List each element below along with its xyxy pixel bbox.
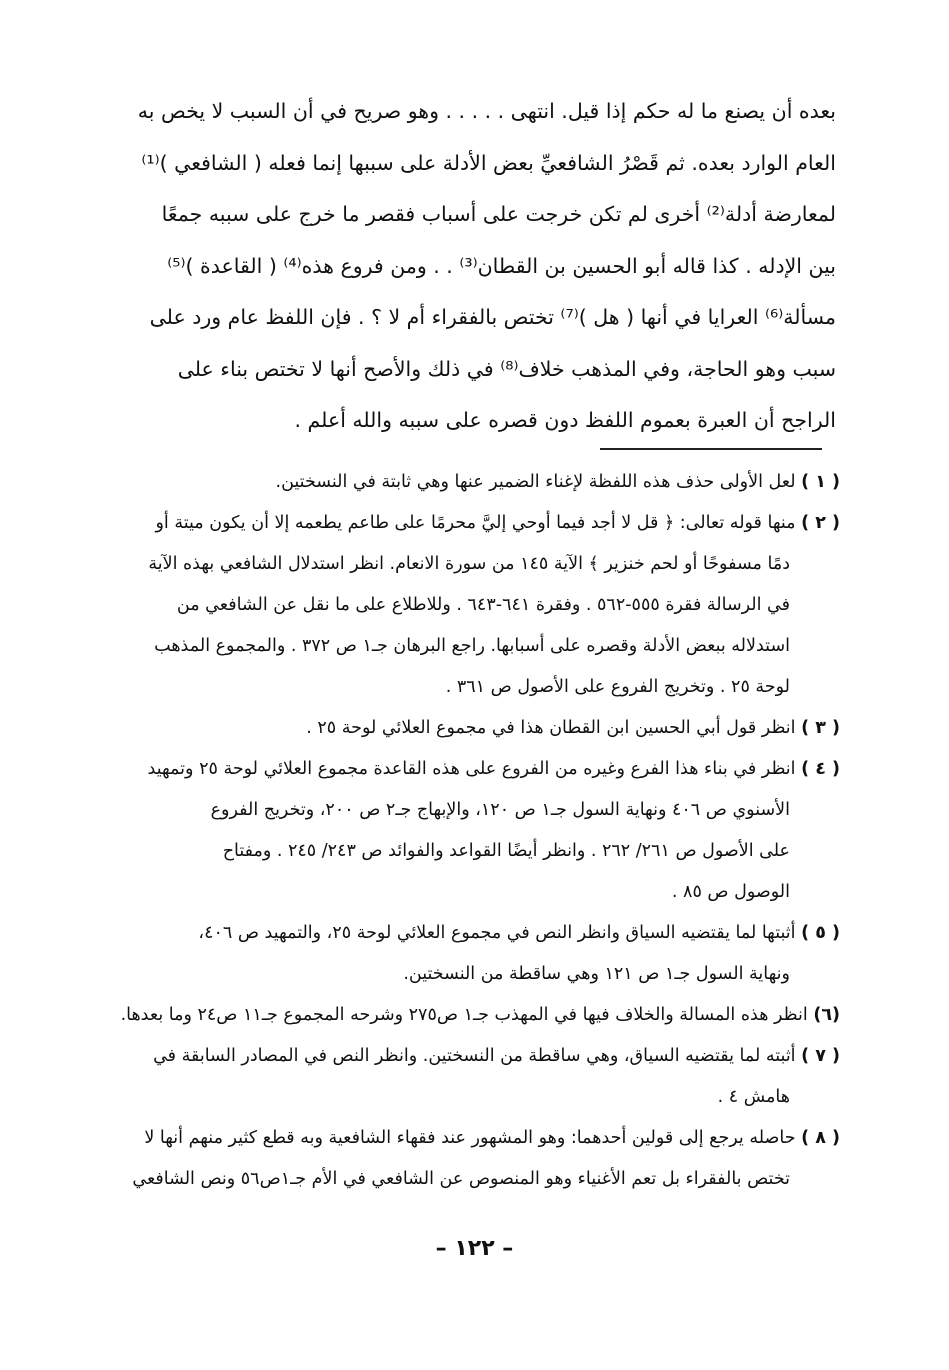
footnote-line [80,913,840,954]
footnote-line [80,708,840,749]
footnote-number: ( ١ ) [801,472,840,492]
footnote-text: أثبته لما يقتضيه السياق، وهي ساقطة من النسختين. وانظر النص في المصادر السابقة في [153,1046,796,1066]
footnote-2 [80,503,840,708]
main-text-body [88,86,836,447]
footnote-5 [80,913,840,995]
page-number: – ١٢٢ – [435,1236,514,1261]
footnote-8 [80,1118,840,1200]
footnote-1 [80,462,840,503]
footnote-text: انظر قول أبي الحسين ابن القطان هذا في مجموع العلائي لوحة ٢٥ . [306,718,796,738]
footnote-number: ( ٥ ) [801,923,840,943]
footnote-line: دمًا مسفوحًا أو لحم خنزير ﴾ الآية ١٤٥ من سورة الانعام. انظر استدلال الشافعي بهذه الآية [148,554,790,574]
footnote-line [80,503,840,544]
footnote-line: الأسنوي ص ٤٠٦ ونهاية السول جـ١ ص ١٢٠، والإبهاج جـ٢ ص ٢٠٠، وتخريج الفروع [210,800,790,820]
footnote-text: حاصله يرجع إلى قولين أحدهما: وهو المشهور عند فقهاء الشافعية وبه قطع كثير منهم أنها لا [144,1128,796,1148]
footnote-text: لعل الأولى حذف هذه اللفظة لإغناء الضمير عنها وهي ثابتة في النسختين. [275,472,796,492]
footnote-text: انظر هذه المسالة والخلاف فيها في المهذب جـ١ ص٢٧٥ وشرحه المجموع جـ١١ ص٢٤ وما بعدها. [120,1005,808,1025]
main-text-line: العام الوارد بعده. ثم قَصْرُ الشافعيِّ بعض الأدلة على سببها إنما فعله ( الشافعي )⁽¹⁾ [141,150,836,175]
footnote-line: الوصول ص ٨٥ . [671,882,790,902]
footnote-line: في الرسالة فقرة ٥٥٥-٥٦٢ . وفقرة ٦٤١-٦٤٣ . وللاطلاع على ما نقل عن الشافعي من [176,595,790,615]
footnote-divider [600,448,822,450]
main-text-line: بين الإدله . كذا قاله أبو الحسين بن القطان⁽³⁾ . . ومن فروع هذه⁽⁴⁾ ( القاعدة )⁽⁵⁾ [167,253,836,278]
footnote-number: ( ٨ ) [801,1128,840,1148]
footnote-6 [80,995,840,1036]
footnote-line [80,1118,840,1159]
footnote-number: ( ٤ ) [801,759,840,779]
footnote-number: (٦) [813,1005,840,1025]
footnote-line: استدلاله ببعض الأدلة وقصره على أسبابها. راجع البرهان جـ١ ص ٣٧٢ . والمجموع المذهب [154,636,790,656]
footnote-line [80,462,840,503]
footnote-line: على الأصول ص ٢٦١/ ٢٦٢ . وانظر أيضًا القواعد والفوائد ص ٢٤٣/ ٢٤٥ . ومفتاح [222,841,790,861]
footnote-number: ( ٢ ) [801,513,840,533]
footnote-line: هامش ٤ . [717,1087,790,1107]
main-text-line: مسألة⁽⁶⁾ العرايا في أنها ( هل )⁽⁷⁾ تختص بالفقراء أم لا ؟ . فإن اللفظ عام ورد على [149,305,836,329]
main-text-line: لمعارضة أدلة⁽²⁾ أخرى لم تكن خرجت على أسباب فقصر ما خرج على سببه جمعًا [161,202,836,226]
footnote-text: انظر في بناء هذا الفرع وغيره من الفروع على هذه القاعدة مجموع العلائي لوحة ٢٥ وتمهيد [147,759,796,779]
main-text-line: بعده أن يصنع ما له حكم إذا قيل. انتهى . . . . . وهو صريح في أن السبب لا يخص به [137,99,836,123]
footnote-4 [80,749,840,913]
footnote-number: ( ٣ ) [801,718,840,738]
main-text-line: الراجح أن العبرة بعموم اللفظ دون قصره على سببه والله أعلم . [294,408,836,432]
footnote-line: تختص بالفقراء بل تعم الأغنياء وهو المنصوص عن الشافعي في الأم جـ١ص٥٦ ونص الشافعي [132,1169,790,1189]
footnote-line [80,1036,840,1077]
footnote-line: ونهاية السول جـ١ ص ١٢١ وهي ساقطة من النسختين. [403,964,790,984]
footnote-number: ( ٧ ) [801,1046,840,1066]
footnotes-section [80,462,840,1200]
footnote-text: أثبتها لما يقتضيه السياق وانظر النص في مجموع العلائي لوحة ٢٥، والتمهيد ص ٤٠٦، [198,923,796,943]
footnote-text: منها قوله تعالى: ﴿ قل لا أجد فيما أوحي إليَّ محرمًا على طاعم يطعمه إلا أن يكون ميتة أو [155,513,796,533]
footnote-line [80,749,840,790]
footnote-line [80,995,840,1036]
footnote-line: لوحة ٢٥ . وتخريج الفروع على الأصول ص ٣٦١ . [445,677,790,697]
footnote-3 [80,708,840,749]
main-text-line: سبب وهو الحاجة، وفي المذهب خلاف⁽⁸⁾ في ذلك والأصح أنها لا تختص بناء على [177,356,836,381]
footnote-7 [80,1036,840,1118]
